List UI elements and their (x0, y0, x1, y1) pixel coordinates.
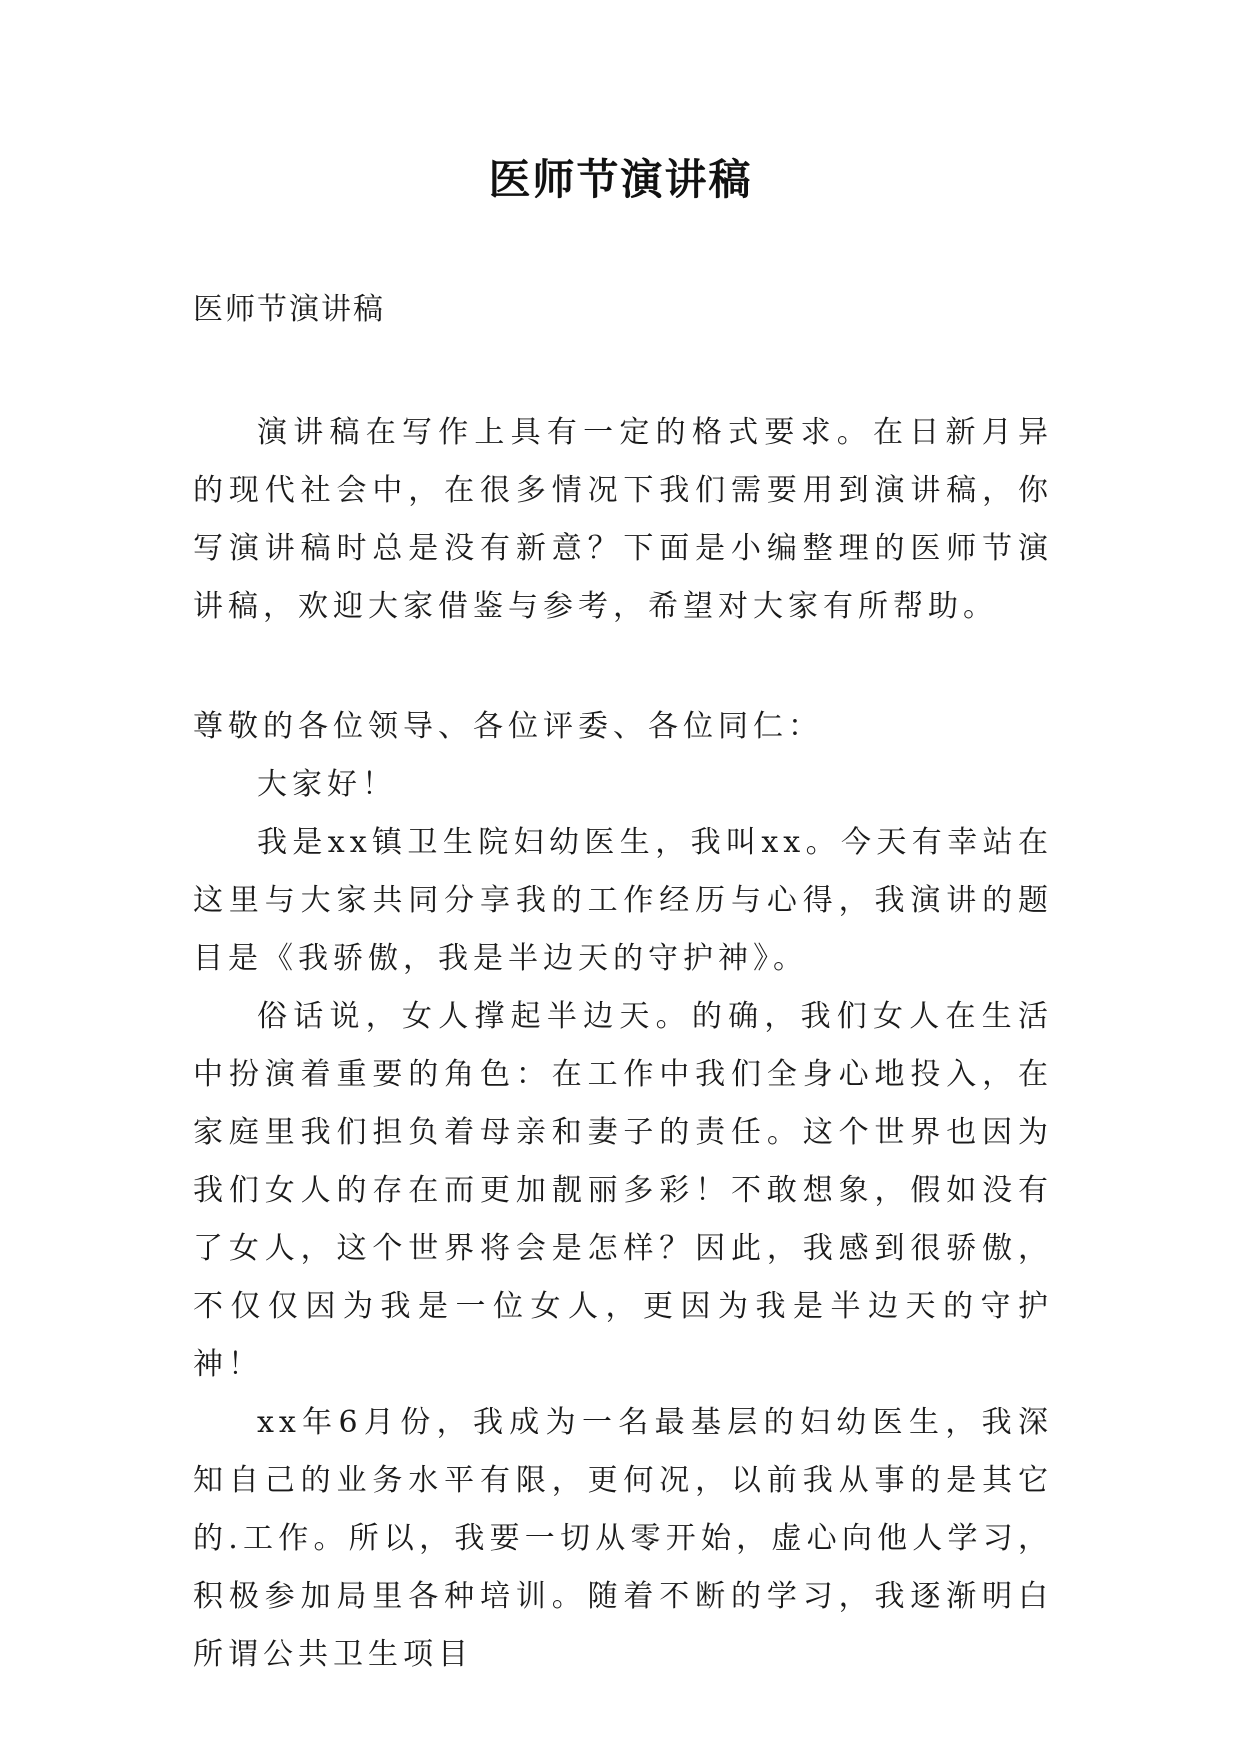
speech-body (193, 698, 1053, 1684)
greeting: 大家好！ (257, 767, 397, 802)
intro-paragraph: 演讲稿在写作上具有一定的格式要求。在日新月异的现代社会中，在很多情况下我们需要用到演讲稿，你写演讲稿时总是没有新意？下面是小编整理的医师节演讲稿，欢迎大家借鉴与参考，希望对大家有所帮助。 (193, 415, 1053, 624)
document-subtitle: 医师节演讲稿 (193, 292, 385, 327)
intro-section (193, 404, 1053, 636)
body-paragraph: 俗话说，女人撑起半边天。的确，我们女人在生活中扮演着重要的角色：在工作中我们全身心地投入，在家庭里我们担负着母亲和妻子的责任。这个世界也因为我们女人的存在而更加靓丽多彩！不敢想象，假如没有了女人，这个世界将会是怎样？因此，我感到很骄傲，不仅仅因为我是一位女人，更因为我是半边天的守护神！ (193, 999, 1053, 1382)
document-title: 医师节演讲稿 (488, 155, 753, 204)
body-paragraph: xx年6月份，我成为一名最基层的妇幼医生，我深知自己的业务水平有限，更何况，以前我从事的是其它的.工作。所以，我要一切从零开始，虚心向他人学习，积极参加局里各种培训。随着不断的学习，我逐渐明白所谓公共卫生项目 (193, 1405, 1053, 1672)
salutation: 尊敬的各位领导、各位评委、各位同仁： (193, 709, 823, 744)
body-paragraph: 我是xx镇卫生院妇幼医生，我叫xx。今天有幸站在这里与大家共同分享我的工作经历与心得，我演讲的题目是《我骄傲，我是半边天的守护神》。 (193, 825, 1053, 976)
